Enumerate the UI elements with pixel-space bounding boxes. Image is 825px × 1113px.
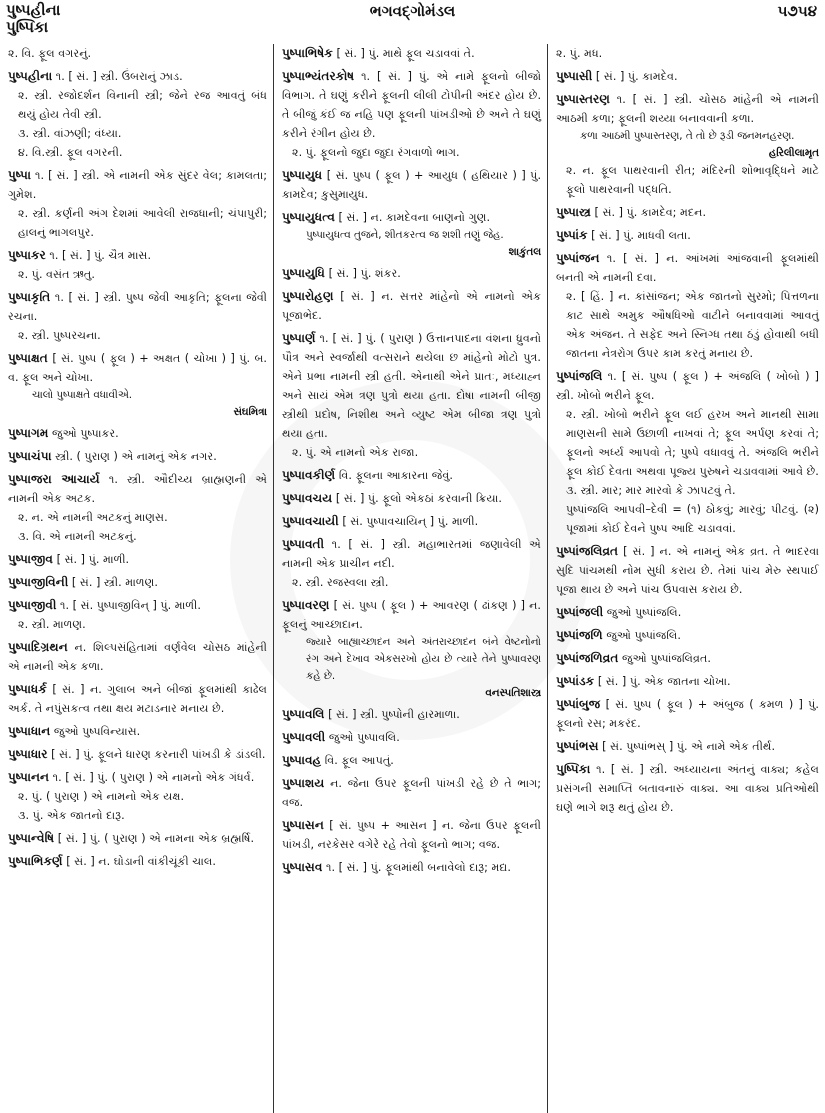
definition: [ સં. ] પું. ફૂલને ધારણ કરનારી પાંખડી કે ડાંડલી. xyxy=(51,748,266,761)
definition: ૧. [ સં. ] સ્ત્રી. એ નામની એક સુંદર વેલ; કામલતા; ગુમેશ. xyxy=(8,169,267,201)
sense-definition: પુષ્પાંજલિ આપવી–દેવી = (૧) ઠોકવું; મારવું; પીટવું. (૨) પૂજામાં કોઈ દેવને પુષ્પ આદિ ચડાવવાં. xyxy=(566,503,819,535)
dictionary-entry xyxy=(282,208,541,260)
citation-quote: ચાલો પુષ્પાક્ષતે વધાવીએ. xyxy=(32,389,132,401)
definition: [ સં. પુષ્પાંભસ્ ] પું. એ નામે એક તીર્થ. xyxy=(602,740,776,753)
sense-definition: ૨. પું. વસંત ઋતુ. xyxy=(18,268,95,281)
headword: પુષ્પાન્વેષિ xyxy=(8,831,55,845)
definition: ૧. [ સં. ] સ્ત્રી. પુષ્પ જેવી આકૃતિ; ફૂલના જેવી રચના. xyxy=(8,291,267,323)
definition: ન. જેના ઉપર ફૂલની પાંખડી રહે છે તે ભાગ; વજ. xyxy=(282,777,542,809)
dictionary-entry xyxy=(8,550,267,569)
headword: પુષ્પાભિકર્ણ xyxy=(8,854,63,868)
definition: ૨. વિ. ફૂલ વગરનું. xyxy=(8,47,92,60)
dictionary-entry xyxy=(282,466,541,485)
dictionary-entry xyxy=(556,626,819,645)
headword: પુષ્પાધાન xyxy=(8,724,51,738)
headword: પુષ્પાગમ xyxy=(8,426,49,440)
headword: પુષ્પાવહ xyxy=(282,753,322,767)
headword: પુષ્પાયુધત્વ xyxy=(282,210,335,224)
definition: જુઓ પુષ્પવિન્યાસ. xyxy=(53,725,141,738)
dictionary-entry xyxy=(282,774,541,812)
headword: પુષ્પાંક xyxy=(556,228,588,242)
headword: પુષ્પાજીવ xyxy=(8,552,53,566)
sense-definition: ૩. પું. એક જાતનો દારૂ. xyxy=(18,809,125,822)
definition: [ સં. પુષ્પ ( ફૂલ ) + આયુધ ( હથિયાર ) ] પું. કામદેવ; કુસુમાયુધ. xyxy=(282,169,541,201)
headword: પુષ્પાવલી xyxy=(282,730,326,744)
sense-definition: ૨. પું. ( પુરાણ ) એ નામનો એક યક્ષ. xyxy=(18,790,185,803)
definition: [ સં. ] પું. કામદેવ. xyxy=(595,70,678,83)
last-headword: પુષ્પિકા xyxy=(6,18,49,36)
definition: ન. શિલ્પસંહિતામાં વર્ણવેલ ચોસઠ માંહેની એ નામની એક કળા. xyxy=(8,641,267,673)
headword: પુષ્પા xyxy=(8,168,31,182)
headword: પુષ્પાંબુજ xyxy=(556,697,601,711)
dictionary-entry xyxy=(282,705,541,724)
definition: [ સં. પુષ્પ ( ફૂલ ) + આવરણ ( ઢાંકણ ) ] ન. ફૂલનું આચ્છાદાન. xyxy=(282,599,541,631)
dictionary-entry xyxy=(282,816,541,854)
headword: પુષ્પાકર xyxy=(8,248,46,262)
definition: [ સં. ] પું. ( પુરાણ ) એ નામના એક બ્રહ્મર્ષિ. xyxy=(57,832,255,845)
dictionary-entry xyxy=(556,649,819,668)
headword: પુષ્પાજરા આચાર્ય xyxy=(8,472,100,486)
definition: ૧. [ સં. ] પું. ( પુરાણ ) એ નામનો એક ગંધર્વ. xyxy=(52,771,255,784)
dictionary-columns xyxy=(0,44,825,1113)
definition: ૧. [ સં. ] પું. ( પુરાણ ) ઉત્તાનપાદના વંશના ધ્રુવનો પૌત્ર અને સ્વર્જાથી વત્સરાને થયેલા છ માંહેનો મોટો પુત્ર. એને પ્રભા નામની સ્ત્રી હતી. એનાથી એને પ્રાતઃ, મધ્યાહ્ન અને સાયં એમ ત્રણ પુત્રો થયા હતા. દોષા નામની બીજી સ્ત્રીથી પ્રદોષ, નિશીથ અને વ્યુષ્ટ એમ બીજા ત્રણ પુત્રો થયા હતા. xyxy=(282,332,541,440)
definition: [ સં. ] પું. માળી. xyxy=(56,553,130,566)
dictionary-entry xyxy=(282,596,541,701)
headword: પુષ્પાવચાયી xyxy=(282,514,339,528)
dictionary-entry xyxy=(282,166,541,204)
definition: [ સં. ] ન. ગુલાબ અને બીજાં ફૂલમાંથી કાઢેલ અર્ક. તે નપુંસકત્વ તથા ક્ષય મટાડનાર મનાય છે. xyxy=(8,683,267,715)
definition: ૧. [ સં. પુષ્પ ( ફૂલ ) + અંજલિ ( ખોબો ) ] સ્ત્રી. ખોબો ભરીને ફૂલ. xyxy=(556,370,819,402)
dictionary-entry xyxy=(556,90,819,199)
sense-definition: ૨. સ્ત્રી. કર્ણની અંગ દેશમાં આવેલી રાજધાની; ચંપાપુરી; હાલનું ભાગલપુર. xyxy=(18,207,267,239)
dictionary-entry xyxy=(8,745,267,764)
dictionary-entry xyxy=(8,447,267,466)
sense-definition: ૨. સ્ત્રી. રજોદર્શન વિનાની સ્ત્રી; જેને રજ આવતું બંધ થયું હોય તેવી સ્ત્રી. xyxy=(18,89,267,121)
citation-source: શાકુંતલ xyxy=(508,246,541,258)
citation-source: વનસ્પતિશાસ્ત્ર xyxy=(485,687,541,699)
definition: [ સં. ] પું. એક જાતના ચોખા. xyxy=(597,675,731,688)
page-header xyxy=(0,0,825,44)
headword: પુષ્પાધાર xyxy=(8,747,48,761)
sense-definition: ૨. સ્ત્રી. ખોબો ભરીને ફૂલ લઈ હરખ અને માનથી સામા માણસની સામે ઉછાળી નાખવાં તે; ફૂલ અર્પણ કરવાં તે; ફૂલનો અર્ધ્ય આપવો તે; પુષ્પે વધાવવું તે. અંજલિ ભરીને ફૂલ કોઈ દેવતા અથવા પૂજ્ય પુરુષને ચડાવવામાં આવે છે. xyxy=(566,408,819,478)
headword: પુષ્પાંજન xyxy=(556,251,600,265)
headword: પુષ્પાર્ણ xyxy=(282,331,316,345)
definition: જુઓ પુષ્પાવલિ. xyxy=(328,731,400,744)
dictionary-entry xyxy=(282,751,541,770)
definition: ૧. [ સં. પુષ્પાજીવિન્ ] પું. માળી. xyxy=(60,599,201,612)
dictionary-entry xyxy=(8,349,267,420)
dictionary-entry xyxy=(556,603,819,622)
dictionary-entry xyxy=(8,44,267,63)
dictionary-entry xyxy=(282,67,541,162)
citation-source: સંઘમિત્રા xyxy=(233,406,267,418)
definition: ૧. [ સં. ] સ્ત્રી. અધ્યાયના અંતનું વાક્ય; કહેલ પ્રસંગની સમાપ્તિ બતાવનારું વાક્ય. આ વાક્ય પ્રતિઓથી ઘણે ભાગે શરૂ થતું હોય છે. xyxy=(556,763,820,814)
dictionary-entry xyxy=(8,829,267,848)
dictionary-entry xyxy=(556,737,819,756)
dictionary-entry xyxy=(556,367,819,538)
dictionary-entry xyxy=(8,596,267,634)
dictionary-entry xyxy=(556,249,819,363)
dictionary-entry xyxy=(556,203,819,222)
headword: પુષ્પાકૃતિ xyxy=(8,290,51,304)
dictionary-entry xyxy=(282,287,541,325)
headword: પુષ્પાસ્ત્ર xyxy=(556,205,591,219)
dictionary-entry xyxy=(8,768,267,825)
dictionary-entry xyxy=(8,246,267,284)
dictionary-entry xyxy=(556,226,819,245)
definition: [ સં. ] ન. સત્તર માંહેનો એ નામનો એક પૂજાભેદ. xyxy=(282,290,541,322)
headword: પુષ્પાવલિ xyxy=(282,707,325,721)
dictionary-entry xyxy=(8,288,267,345)
headword: પુષ્પાંજલિવ્રત xyxy=(556,544,619,558)
dictionary-entry xyxy=(556,542,819,599)
page-number: ૫૭૫૪ xyxy=(777,2,817,20)
headword: પુષ્પાંજલિ xyxy=(556,369,603,383)
definition: ૧. [ સં. ] પું. એ નામે ફૂલનો બીજો વિભાગ. તે ઘણું કરીને ફૂલની લીલી ટોપીની અંદર હોય છે. તે બીજું કંઈ જ નહિ પણ ફૂલની પાંખડીઓ છે અને તે ઘણું કરીને રંગીન હોય છે. xyxy=(282,70,541,140)
definition: વિ. ફૂલના આકારના જેવું. xyxy=(338,469,453,482)
dictionary-entry xyxy=(8,573,267,592)
dictionary-entry xyxy=(282,858,541,877)
dictionary-entry xyxy=(556,760,819,817)
sense-definition: ૨. પું. એ નામનો એક રાજા. xyxy=(292,446,419,459)
sense-definition: ૨. સ્ત્રી. પુષ્પરચના. xyxy=(18,329,101,342)
dictionary-entry xyxy=(8,638,267,676)
headword: પુષ્પારોહણ xyxy=(282,289,334,303)
headword: પુષ્પિકા xyxy=(556,762,591,776)
headword: પુષ્પહીના xyxy=(8,69,53,83)
definition: સ્ત્રી. ( પુરાણ ) એ નામનું એક નગર. xyxy=(55,450,217,463)
definition: [ સં. ] પું. ફૂલો એકઠાં કરવાની ક્રિયા. xyxy=(335,492,502,505)
definition: ૧. [ સં. ] સ્ત્રી. ઉંબરાનું ઝાડ. xyxy=(55,70,183,83)
dictionary-entry xyxy=(556,67,819,86)
headword: પુષ્પાનન xyxy=(8,770,50,784)
dictionary-entry xyxy=(282,489,541,508)
dictionary-entry xyxy=(8,67,267,162)
sense-definition: ૩. વિ. એ નામની અટકનું. xyxy=(18,530,137,543)
dictionary-entry xyxy=(282,329,541,462)
column-1 xyxy=(0,44,274,1113)
headword: પુષ્પાદિગ્રથન xyxy=(8,640,68,654)
dictionary-entry xyxy=(8,424,267,443)
definition: [ સં. પુષ્પ ( ફૂલ ) + અક્ષત ( ચોખા ) ] પું. બ. વ. ફૂલ અને ચોખા. xyxy=(8,352,267,384)
definition: [ સં. પુષ્પ ( ફૂલ ) + અંબુજ ( કમળ ) ] પું. ફૂલનો રસ; મકરંદ. xyxy=(556,698,819,730)
sense-definition: ૪. વિ.સ્ત્રી. ફૂલ વગરની. xyxy=(18,146,123,159)
headword: પુષ્પાવચય xyxy=(282,491,333,505)
definition: જુઓ પુષ્પાંજલિ. xyxy=(606,606,682,619)
headword: પુષ્પાધર્ક xyxy=(8,682,47,696)
definition: ૧. [ સં. ] પું. ફૂલમાંથી બનાવેલો દારૂ; મદ્ય. xyxy=(325,861,511,874)
dictionary-entry xyxy=(8,680,267,718)
citation-quote: પુષ્પાયુધત્વ તુજને, શીતકરત્વ જ શશી તણું જેહ. xyxy=(306,229,504,241)
definition: ૨. પું. મધ. xyxy=(556,47,603,60)
headword: પુષ્પાભિષેક xyxy=(282,46,333,60)
definition: [ સં. ] ન. ઘોડાની વાંકીચૂંકી ચાલ. xyxy=(66,855,216,868)
headword: પુષ્પાંડક xyxy=(556,674,595,688)
sense-definition: ૨. ન. એ નામની અટકનું માણસ. xyxy=(18,511,168,524)
headword: પુષ્પાવરણ xyxy=(282,598,330,612)
headword: પુષ્પાંજલી xyxy=(556,605,604,619)
definition: ૧. [ સં. ] ન. આંખમાં આંજવાની ફૂલમાંથી બનતી એ નામની દવા. xyxy=(556,252,819,284)
dictionary-entry xyxy=(282,535,541,592)
dictionary-entry xyxy=(8,852,267,871)
dictionary-entry xyxy=(282,728,541,747)
first-headword: પુષ્પહીના xyxy=(6,1,61,19)
column-2 xyxy=(274,44,548,1113)
definition: [ સં. ] પું. માધવી લતા. xyxy=(591,229,691,242)
definition: [ સં. ] ન. કામદેવના બાણનો ગુણ. xyxy=(338,211,491,224)
definition: ૧. [ સં. ] સ્ત્રી. ચોસઠ માંહેની એ નામની આઠમી કળા; ફૂલની શય્યા બનાવવાની કળા. xyxy=(556,93,820,125)
headword: પુષ્પાંભસ xyxy=(556,739,599,753)
headword: પુષ્પાભ્યંતરકોષ xyxy=(282,69,355,83)
definition: જુઓ પુષ્પાંજલિવ્રત. xyxy=(621,652,711,665)
dictionary-entry xyxy=(282,44,541,63)
headword: પુષ્પાંજળિ xyxy=(556,628,603,642)
definition: [ સં. પુષ્પ + આસન ] ન. જેના ઉપર ફૂલની પાંખડી, નરકેસર વગેરે રહે તેવો ફૂલનો ભાગ; વજ. xyxy=(282,819,541,851)
definition: [ સં. ] પું. શંકર. xyxy=(328,267,401,280)
definition: ૧. [ સં. ] પું. ચૈત્ર માસ. xyxy=(49,249,152,262)
definition: [ સં. ] પું. માથે ફૂલ ચડાવવાં તે. xyxy=(336,47,475,60)
headword: પુષ્પાસન xyxy=(282,818,324,832)
dictionary-entry xyxy=(556,44,819,63)
headword: પુષ્પાવતી xyxy=(282,537,325,551)
headword: પુષ્પાંજળિવ્રત xyxy=(556,651,619,665)
headword: પુષ્પાસી xyxy=(556,69,593,83)
column-3 xyxy=(548,44,825,1113)
headword: પુષ્પાસ્તરણ xyxy=(556,92,610,106)
guide-words xyxy=(6,2,60,36)
dictionary-entry xyxy=(8,166,267,242)
definition: [ સં. ] સ્ત્રી. પુષ્પોની હારમાળા. xyxy=(328,708,460,721)
definition: જુઓ પુષ્પાકર. xyxy=(52,427,119,440)
citation-quote: જ્યારે બાહ્યાચ્છાદન અને અંતરાચ્છાદન બંને વેષ્ટનોનો રંગ અને દેખાવ એકસરખો હોય છે ત્યારે તેને પુષ્પાવરણ કહે છે. xyxy=(306,636,541,682)
sense-definition: ૩. સ્ત્રી. માર; માર મારવો કે ઝાપટવું તે. xyxy=(566,484,736,497)
dictionary-entry xyxy=(556,695,819,733)
definition: [ સં. ] ન. એ નામનું એક વ્રત. તે ભાદરવા સુદિ પાંચમથી નોમ સુધી કરાય છે. તેમાં પાંચ મેરુ સ્થપાઈ પૂજા થાય છે અને પાંચ ઉપવાસ કરાય છે. xyxy=(556,545,820,596)
headword: પુષ્પાચંપા xyxy=(8,449,52,463)
headword: પુષ્પાશય xyxy=(282,776,325,790)
headword: પુષ્પાક્ષત xyxy=(8,351,48,365)
dictionary-entry xyxy=(556,672,819,691)
definition: [ સં. ] પું. કામદેવ; મદન. xyxy=(594,206,707,219)
definition: વિ. ફૂલ આપતું. xyxy=(324,754,394,767)
sense-definition: ૨. સ્ત્રી. માળણ. xyxy=(18,618,86,631)
definition: જુઓ પુષ્પાંજલિ. xyxy=(606,629,681,642)
citation-source: હરિલીલામૃત xyxy=(768,147,819,159)
definition: [ સં. પુષ્પાવચાયિન્ ] પું. માળી. xyxy=(342,515,479,528)
dictionary-entry xyxy=(282,512,541,531)
sense-definition: ૨. [ હિં. ] ન. કાંસાંજન; એક જાતનો સુરમો; પિત્તળના કાટ સાથે અમુક ઔષધિઓ વાટીને બનાવવામાં આવતું એક અંજન. તે સફેદ અને સ્નિગ્ધ તથા ઠંડું હોવાથી બધી જાતના નેત્રરોગ ઉપર કામ કરતું મનાય છે. xyxy=(566,290,819,360)
headword: પુષ્પાસવ xyxy=(282,860,323,874)
headword: પુષ્પાવકીર્ણ xyxy=(282,468,336,482)
definition: ૧. [ સં. ] સ્ત્રી. મહાભારતમાં જણાવેલી એ નામની એક પ્રાચીન નદી. xyxy=(282,538,541,570)
citation-quote: કળા આઠમી પુષ્પાસ્તરણ, તે તો છે રૂડી જનમનહરણ. xyxy=(580,130,795,142)
sense-definition: ૩. સ્ત્રી. વાંઝણી; વંધ્યા. xyxy=(18,127,122,140)
sense-definition: ૨. ન. ફૂલ પાથરવાની રીત; મંદિરની શોભાવૃદ્ધિને માટે ફૂલો પાથરવાની પદ્ધતિ. xyxy=(566,164,819,196)
dictionary-title: ભગવદ્ગોમંડલ xyxy=(369,2,456,20)
headword: પુષ્પાયુધ xyxy=(282,168,323,182)
sense-definition: ૨. સ્ત્રી. રજસ્વલા સ્ત્રી. xyxy=(292,576,389,589)
dictionary-entry xyxy=(282,264,541,283)
sense-definition: ૨. પું. ફૂલનો જુદા જુદા રંગવાળો ભાગ. xyxy=(292,146,460,159)
dictionary-entry xyxy=(8,470,267,546)
definition: ૧. સ્ત્રી. ઔદીચ્ય બ્રાહ્મણની એ નામની એક અટક. xyxy=(8,473,268,505)
headword: પુષ્પાજીવિની xyxy=(8,575,69,589)
headword: પુષ્પાયુધિ xyxy=(282,266,325,280)
headword: પુષ્પાજીવી xyxy=(8,598,57,612)
dictionary-entry xyxy=(8,722,267,741)
definition: [ સં. ] સ્ત્રી. માળણ. xyxy=(71,576,158,589)
